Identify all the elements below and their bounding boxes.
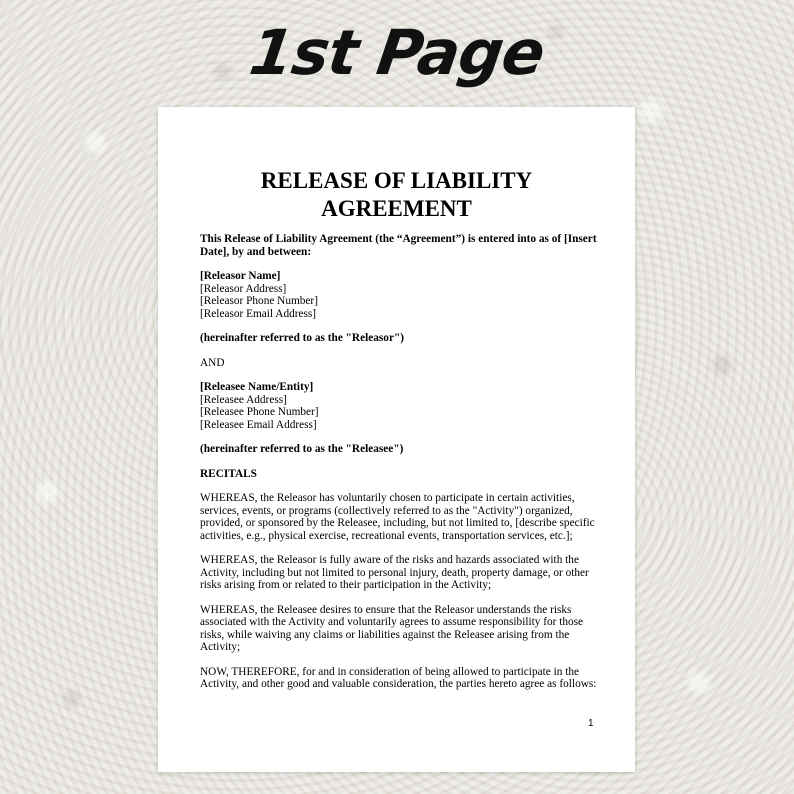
releasor-phone: [Releasor Phone Number] bbox=[200, 295, 318, 307]
releasee-phone: [Releasee Phone Number] bbox=[200, 406, 319, 418]
releasor-address: [Releasor Address] bbox=[200, 282, 287, 295]
releasee-address: [Releasee Address] bbox=[200, 393, 287, 406]
page-number: 1 bbox=[588, 718, 594, 729]
releasee-email: [Releasee Email Address] bbox=[200, 418, 317, 431]
intro-paragraph: This Release of Liability Agreement (the “Agreement”) is entered into as of [Insert Date], by and between: bbox=[200, 233, 597, 258]
document-page bbox=[158, 107, 635, 772]
recitals-heading: RECITALS bbox=[200, 467, 257, 480]
and-separator: AND bbox=[200, 356, 225, 369]
recital-paragraph: NOW, THEREFORE, for and in consideration of being allowed to participate in the Activity, and other good and valuable consideration, the parties hereto agree as follows: bbox=[200, 665, 597, 690]
recital-paragraph: WHEREAS, the Releasor has voluntarily chosen to participate in certain activities, services, events, or programs (collectively referred to as the "Activity") organized, provided, or sponsored by the Releasee, including, but not limited to, [describe specific activities, e.g., physical exercise, recreational events, transportation services, etc.]; bbox=[200, 492, 595, 542]
releasee-referred: (hereinafter referred to as the "Releasee") bbox=[200, 443, 404, 455]
releasor-name: [Releasor Name] bbox=[200, 270, 281, 282]
releasee-name: [Releasee Name/Entity] bbox=[200, 381, 314, 393]
document-body bbox=[200, 233, 600, 703]
recital-paragraph: WHEREAS, the Releasee desires to ensure that the Releasor understands the risks associated with the Activity and voluntarily agrees to assume responsibility for those risks, while waiving any claims or liabilities against the Releasee arising from the Activity; bbox=[200, 603, 584, 653]
page-heading: 1st Page bbox=[245, 16, 549, 89]
recital-paragraph: WHEREAS, the Releasor is fully aware of the risks and hazards associated with the Activity, including but not limited to personal injury, death, property damage, or other risks arising from or related to their participation in the Activity; bbox=[200, 554, 589, 591]
releasor-email: [Releasor Email Address] bbox=[200, 307, 317, 320]
releasor-referred: (hereinafter referred to as the "Releasor") bbox=[200, 332, 404, 344]
title-line-1: RELEASE OF LIABILITY bbox=[260, 168, 533, 193]
title-line-2: AGREEMENT bbox=[321, 196, 472, 221]
document-title bbox=[158, 167, 635, 223]
releasee-block bbox=[200, 381, 600, 431]
releasor-block bbox=[200, 270, 600, 320]
